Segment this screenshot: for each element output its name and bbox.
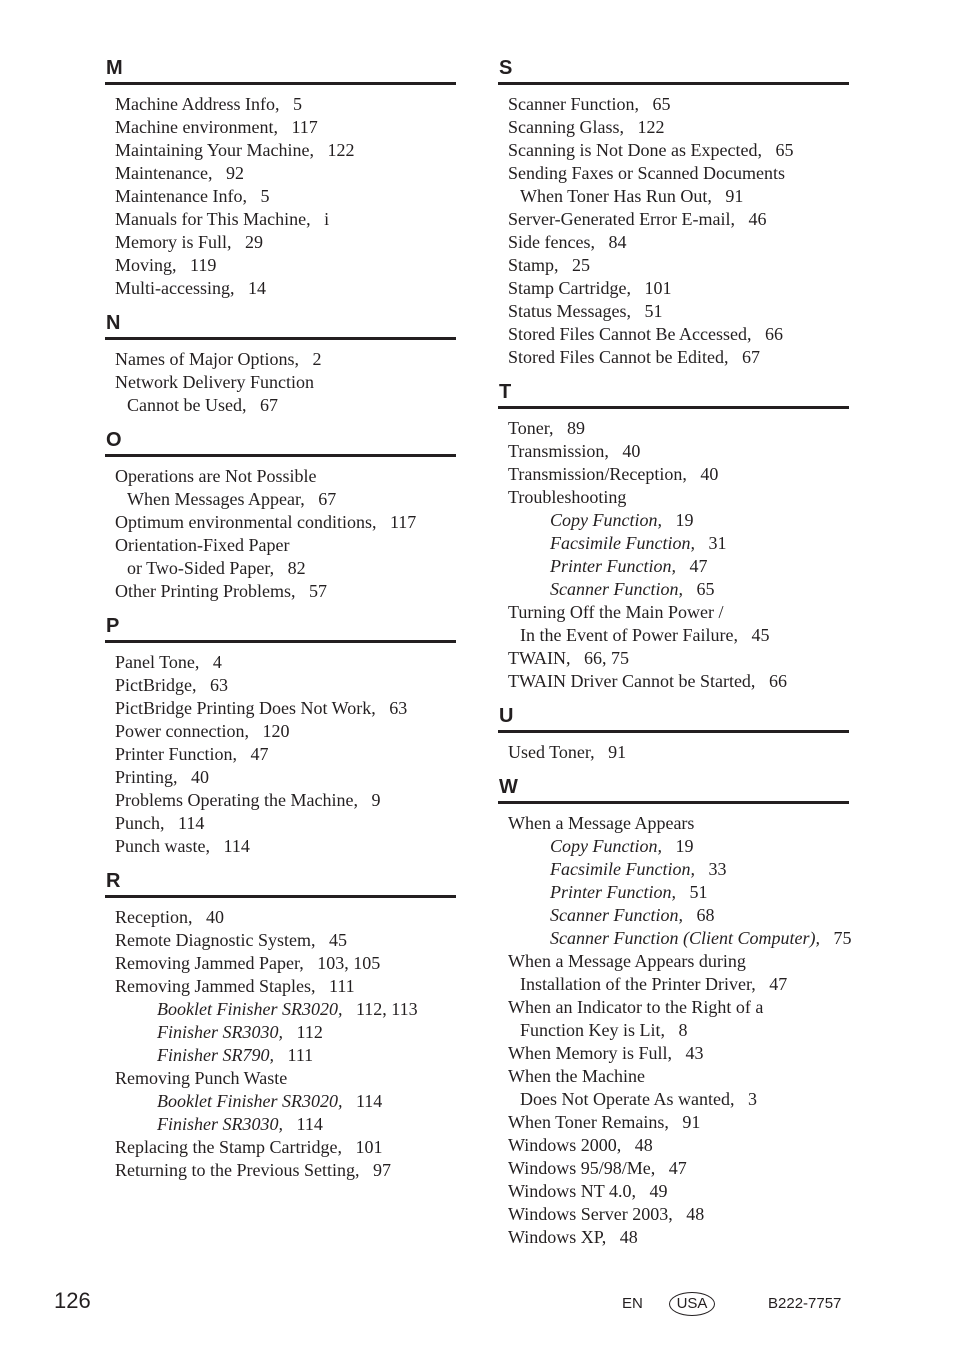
index-entry (105, 975, 456, 998)
index-entry (105, 488, 456, 511)
entry-page-ref: 89 (567, 418, 586, 438)
index-entry (498, 996, 849, 1019)
entry-page-ref: 66 (764, 324, 783, 344)
entry-term: Sending Faxes or Scanned Documents (508, 163, 785, 183)
entry-term: Maintenance Info, (115, 186, 247, 206)
entry-term: Does Not Operate As wanted, (520, 1089, 735, 1109)
index-entry (498, 601, 849, 624)
entry-page-ref: 92 (225, 163, 244, 183)
entry-term: Scanner Function, (550, 905, 683, 925)
entry-page-ref: 31 (708, 533, 727, 553)
section-letter: U (499, 705, 514, 727)
entry-term: Scanner Function (Client Computer), (550, 928, 820, 948)
index-entry (498, 323, 849, 346)
entry-page-ref: 101 (644, 278, 672, 298)
entry-page-ref: 47 (769, 974, 788, 994)
index-entry (498, 741, 849, 764)
entry-term: TWAIN Driver Cannot be Started, (508, 671, 756, 691)
region-badge: USA (669, 1292, 715, 1316)
entry-term: Panel Tone, (115, 652, 200, 672)
entry-term: Multi-accessing, (115, 278, 235, 298)
entry-term: Server-Generated Error E-mail, (508, 209, 736, 229)
index-entry (498, 973, 849, 996)
entry-term: Optimum environmental conditions, (115, 512, 377, 532)
index-entry (498, 486, 849, 509)
section-letter: O (106, 429, 122, 451)
index-entry (498, 1203, 849, 1226)
entry-page-ref: 9 (371, 790, 381, 810)
entry-page-ref: 111 (287, 1045, 314, 1065)
entry-term: Manuals for This Machine, (115, 209, 311, 229)
index-entry (105, 277, 456, 300)
entry-page-ref: 112, 113 (355, 999, 418, 1019)
entry-term: Booklet Finisher SR3020, (157, 1091, 343, 1111)
entry-term: Booklet Finisher SR3020, (157, 999, 343, 1019)
index-entry (105, 580, 456, 603)
section-letter: T (499, 381, 512, 403)
entry-term: Finisher SR790, (157, 1045, 274, 1065)
entry-term: Windows Server 2003, (508, 1204, 673, 1224)
entry-page-ref: 91 (608, 742, 627, 762)
entry-term: When Messages Appear, (127, 489, 305, 509)
entry-term: Punch, (115, 813, 165, 833)
index-entry (498, 1065, 849, 1088)
entry-term: Troubleshooting (508, 487, 627, 507)
index-entry (105, 1067, 456, 1090)
entry-page-ref: i (324, 209, 330, 229)
entry-page-ref: 19 (675, 510, 694, 530)
entry-page-ref: 19 (675, 836, 694, 856)
entry-page-ref: 119 (190, 255, 217, 275)
document-code: B222-7757 (768, 1295, 842, 1312)
entry-page-ref: 43 (685, 1043, 704, 1063)
entry-term: Stored Files Cannot Be Accessed, (508, 324, 752, 344)
index-entry (105, 139, 456, 162)
entry-term: In the Event of Power Failure, (520, 625, 738, 645)
index-entry (498, 555, 849, 578)
entry-page-ref: 45 (328, 930, 347, 950)
index-entry (498, 185, 849, 208)
entry-page-ref: 63 (389, 698, 408, 718)
index-entry (498, 532, 849, 555)
entry-term: or Two-Sided Paper, (127, 558, 275, 578)
entry-term: Machine environment, (115, 117, 278, 137)
index-entry (105, 185, 456, 208)
entry-term: Transmission, (508, 441, 609, 461)
index-entry (105, 534, 456, 557)
entry-term: When Toner Remains, (508, 1112, 669, 1132)
entry-term: PictBridge, (115, 675, 197, 695)
entry-page-ref: 40 (700, 464, 719, 484)
entry-term: Stored Files Cannot be Edited, (508, 347, 729, 367)
index-entry (498, 858, 849, 881)
index-entry (498, 1157, 849, 1180)
entry-term: TWAIN, (508, 648, 571, 668)
entry-term: Status Messages, (508, 301, 631, 321)
index-entry (498, 139, 849, 162)
entry-page-ref: 40 (191, 767, 210, 787)
entry-term: Used Toner, (508, 742, 595, 762)
index-entry (105, 1090, 456, 1113)
index-entry (498, 1226, 849, 1249)
entry-page-ref: 51 (689, 882, 708, 902)
entry-page-ref: 25 (572, 255, 591, 275)
entry-page-ref: 68 (696, 905, 715, 925)
index-section-t (498, 380, 849, 693)
entry-term: Removing Jammed Paper, (115, 953, 304, 973)
entry-page-ref: 112 (296, 1022, 323, 1042)
index-entry (105, 557, 456, 580)
section-rule (498, 730, 849, 733)
index-entry (498, 1111, 849, 1134)
index-entry (498, 1019, 849, 1042)
entry-page-ref: 122 (637, 117, 665, 137)
index-entry (498, 1134, 849, 1157)
entry-page-ref: 114 (223, 836, 250, 856)
entry-term: When a Message Appears (508, 813, 695, 833)
entry-page-ref: 47 (250, 744, 269, 764)
language-code: EN (622, 1295, 643, 1312)
index-entry (498, 208, 849, 231)
entry-term: Function Key is Lit, (520, 1020, 665, 1040)
section-letter: S (499, 57, 513, 79)
entry-page-ref: 114 (355, 1091, 383, 1111)
section-rule (105, 82, 456, 85)
entry-page-ref: 65 (696, 579, 715, 599)
entry-page-ref: 97 (373, 1160, 391, 1180)
section-letter: W (499, 776, 518, 798)
index-entry (105, 254, 456, 277)
index-entry (105, 511, 456, 534)
entry-term: Stamp Cartridge, (508, 278, 631, 298)
entry-term: When Toner Has Run Out, (520, 186, 712, 206)
entry-term: Scanner Function, (550, 579, 683, 599)
entry-page-ref: 114 (296, 1114, 323, 1134)
section-letter: P (106, 615, 120, 637)
index-entry (105, 743, 456, 766)
index-entry (498, 254, 849, 277)
entry-term: Printer Function, (550, 556, 676, 576)
entry-page-ref: 117 (291, 117, 318, 137)
entry-page-ref: 82 (287, 558, 306, 578)
index-section-u (498, 704, 849, 764)
entry-page-ref: 33 (708, 859, 727, 879)
entry-page-ref: 2 (312, 349, 322, 369)
index-entry (498, 904, 849, 927)
entry-term: Scanner Function, (508, 94, 639, 114)
index-entry (498, 346, 849, 369)
index-entry (105, 812, 456, 835)
entry-term: Facsimile Function, (550, 859, 695, 879)
entry-page-ref: 5 (260, 186, 270, 206)
entry-term: Punch waste, (115, 836, 210, 856)
entry-term: Operations are Not Possible (115, 466, 317, 486)
index-section-w (498, 775, 852, 1249)
entry-page-ref: 51 (644, 301, 663, 321)
entry-page-ref: 75 (833, 928, 852, 948)
entry-term: Installation of the Printer Driver, (520, 974, 756, 994)
index-entry (498, 1042, 849, 1065)
index-section-o (105, 428, 456, 603)
entry-page-ref: 91 (725, 186, 744, 206)
index-entry (105, 116, 456, 139)
index-entry (498, 812, 849, 835)
index-entry (105, 697, 456, 720)
entry-term: PictBridge Printing Does Not Work, (115, 698, 376, 718)
entry-term: Finisher SR3030, (157, 1022, 283, 1042)
entry-term: Finisher SR3030, (157, 1114, 283, 1134)
entry-term: Remote Diagnostic System, (115, 930, 316, 950)
entry-term: Cannot be Used, (127, 395, 247, 415)
entry-term: Network Delivery Function (115, 372, 314, 392)
entry-page-ref: 48 (619, 1227, 638, 1247)
entry-page-ref: 47 (668, 1158, 687, 1178)
entry-page-ref: 120 (262, 721, 290, 741)
section-rule (498, 82, 849, 85)
index-entry (105, 465, 456, 488)
entry-page-ref: 5 (292, 94, 302, 114)
index-entry (105, 162, 456, 185)
entry-term: Problems Operating the Machine, (115, 790, 358, 810)
entry-term: Replacing the Stamp Cartridge, (115, 1137, 342, 1157)
entry-page-ref: 67 (318, 489, 337, 509)
index-entry (498, 440, 849, 463)
index-entry (105, 674, 456, 697)
entry-term: Scanning is Not Done as Expected, (508, 140, 762, 160)
index-entry (105, 1044, 456, 1067)
index-entry (105, 348, 456, 371)
entry-page-ref: 4 (212, 652, 222, 672)
index-entry (105, 1113, 456, 1136)
entry-page-ref: 111 (328, 976, 355, 996)
index-entry (498, 950, 849, 973)
entry-term: Copy Function, (550, 510, 662, 530)
entry-page-ref: 8 (678, 1020, 688, 1040)
entry-page-ref: 114 (178, 813, 205, 833)
entry-page-ref: 49 (649, 1181, 668, 1201)
entry-term: Names of Major Options, (115, 349, 299, 369)
entry-page-ref: 103, 105 (317, 953, 381, 973)
index-entry (105, 208, 456, 231)
index-entry (498, 1088, 849, 1111)
entry-page-ref: 40 (205, 907, 224, 927)
index-section-m (105, 56, 456, 300)
index-entry (105, 929, 456, 952)
index-entry (105, 998, 456, 1021)
entry-page-ref: 122 (327, 140, 355, 160)
index-section-n (105, 311, 456, 417)
index-entry (105, 93, 456, 116)
entry-term: Stamp, (508, 255, 559, 275)
entry-page-ref: 91 (682, 1112, 701, 1132)
entry-page-ref: 48 (634, 1135, 653, 1155)
entry-page-ref: 57 (309, 581, 327, 601)
entry-term: Printer Function, (550, 882, 676, 902)
index-entry (498, 1180, 849, 1203)
entry-term: Side fences, (508, 232, 595, 252)
entry-term: Memory is Full, (115, 232, 232, 252)
index-entry (498, 93, 849, 116)
entry-page-ref: 48 (686, 1204, 705, 1224)
entry-term: Maintaining Your Machine, (115, 140, 314, 160)
index-entry (105, 906, 456, 929)
index-entry (105, 720, 456, 743)
section-rule (105, 337, 456, 340)
index-section-s (498, 56, 849, 369)
entry-page-ref: 67 (741, 347, 760, 367)
entry-page-ref: 29 (245, 232, 264, 252)
entry-term: Windows NT 4.0, (508, 1181, 636, 1201)
entry-page-ref: 84 (608, 232, 627, 252)
entry-term: Removing Punch Waste (115, 1068, 288, 1088)
index-entry (498, 670, 849, 693)
entry-term: Turning Off the Main Power / (508, 602, 724, 622)
entry-page-ref: 117 (389, 512, 417, 532)
entry-term: Maintenance, (115, 163, 213, 183)
section-letter: N (106, 312, 121, 334)
index-entry (498, 463, 849, 486)
entry-page-ref: 40 (622, 441, 641, 461)
index-entry (498, 509, 849, 532)
index-section-r (105, 869, 456, 1182)
entry-term: When a Message Appears during (508, 951, 746, 971)
index-section-p (105, 614, 456, 858)
index-entry (105, 1159, 456, 1182)
entry-term: Printing, (115, 767, 178, 787)
entry-term: When the Machine (508, 1066, 645, 1086)
section-rule (105, 454, 456, 457)
entry-term: Scanning Glass, (508, 117, 624, 137)
index-entry (498, 835, 849, 858)
entry-page-ref: 14 (247, 278, 266, 298)
index-entry (498, 162, 849, 185)
index-entry (498, 116, 849, 139)
entry-term: Other Printing Problems, (115, 581, 296, 601)
entry-page-ref: 63 (210, 675, 228, 695)
index-entry (105, 231, 456, 254)
entry-term: Windows 2000, (508, 1135, 622, 1155)
index-entry (498, 927, 852, 950)
index-entry (105, 371, 456, 394)
index-entry (498, 578, 849, 601)
index-column-left (105, 56, 456, 1193)
entry-term: Returning to the Previous Setting, (115, 1160, 360, 1180)
entry-term: When an Indicator to the Right of a (508, 997, 764, 1017)
index-entry (498, 277, 849, 300)
entry-page-ref: 101 (355, 1137, 383, 1157)
index-entry (105, 394, 456, 417)
section-letter: M (106, 57, 123, 79)
entry-page-ref: 67 (259, 395, 278, 415)
section-rule (498, 801, 849, 804)
entry-term: Power connection, (115, 721, 249, 741)
entry-term: Machine Address Info, (115, 94, 280, 114)
index-entry (498, 231, 849, 254)
index-entry (105, 651, 456, 674)
entry-page-ref: 46 (748, 209, 767, 229)
entry-term: Transmission/Reception, (508, 464, 687, 484)
index-entry (105, 766, 456, 789)
entry-term: Removing Jammed Staples, (115, 976, 316, 996)
index-column-right (498, 56, 852, 1260)
entry-page-ref: 65 (652, 94, 671, 114)
entry-page-ref: 47 (689, 556, 708, 576)
section-rule (105, 640, 456, 643)
entry-term: When Memory is Full, (508, 1043, 672, 1063)
entry-term: Printer Function, (115, 744, 237, 764)
page-number: 126 (54, 1288, 91, 1313)
index-entry (498, 647, 849, 670)
index-entry (498, 624, 849, 647)
entry-term: Windows 95/98/Me, (508, 1158, 656, 1178)
entry-page-ref: 66 (768, 671, 787, 691)
section-rule (105, 895, 456, 898)
section-letter: R (106, 870, 121, 892)
index-entry (498, 300, 849, 323)
entry-term: Moving, (115, 255, 177, 275)
entry-page-ref: 66, 75 (583, 648, 629, 668)
index-entry (105, 835, 456, 858)
section-rule (498, 406, 849, 409)
entry-term: Reception, (115, 907, 193, 927)
index-entry (498, 881, 849, 904)
index-entry (105, 789, 456, 812)
index-entry (105, 952, 456, 975)
entry-page-ref: 3 (747, 1089, 757, 1109)
index-entry (498, 417, 849, 440)
entry-term: Copy Function, (550, 836, 662, 856)
index-entry (105, 1021, 456, 1044)
entry-page-ref: 45 (751, 625, 770, 645)
entry-page-ref: 65 (775, 140, 794, 160)
entry-term: Toner, (508, 418, 554, 438)
entry-term: Facsimile Function, (550, 533, 695, 553)
entry-term: Orientation-Fixed Paper (115, 535, 290, 555)
index-entry (105, 1136, 456, 1159)
entry-term: Windows XP, (508, 1227, 607, 1247)
